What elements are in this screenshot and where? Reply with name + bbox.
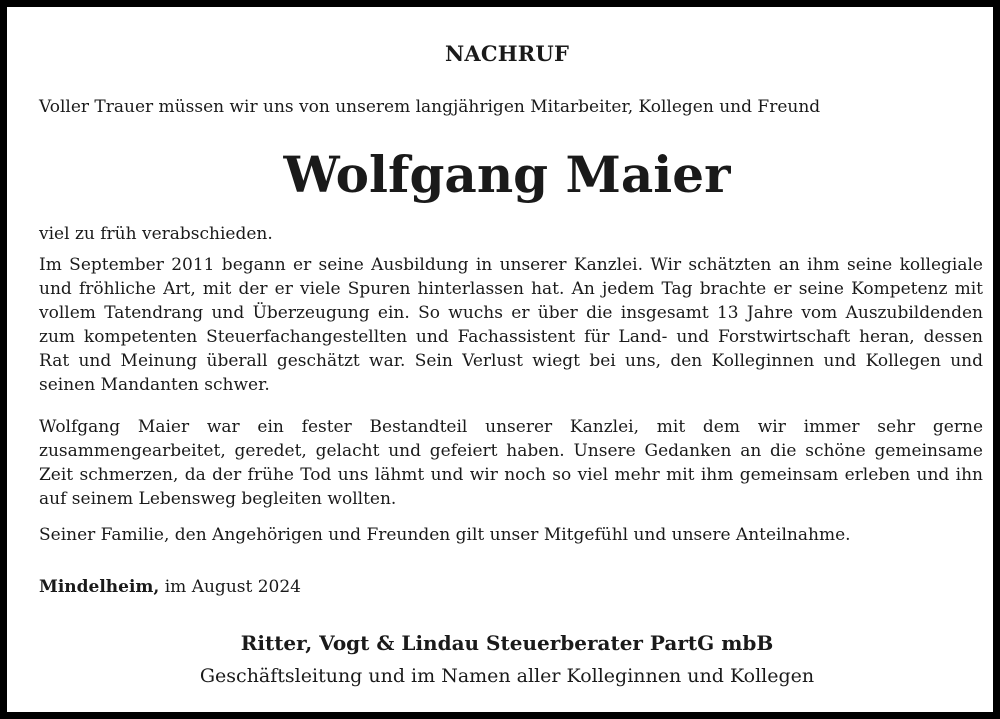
place-date-line — [39, 575, 301, 599]
after-name-text: viel zu früh verabschieden. — [39, 224, 273, 244]
firm-name: Ritter, Vogt & Lindau Steuerberater PartG mbB — [240, 631, 774, 655]
deceased-name: Wolfgang Maier — [283, 145, 731, 204]
date-text: im August 2024 — [164, 577, 301, 597]
paragraph-memories: Wolfgang Maier war ein fester Bestandteil unserer Kanzlei, mit dem wir immer sehr gerne zusammengearbeitet, geredet, gelacht und gefeiert haben. Unsere Gedanken an die schöne gemeinsame Zeit schmerzen, da der frühe Tod uns lähmt und wir noch so viel mehr mit ihm gemeinsam erleben und ihn auf seinem Lebensweg begleiten wollten. — [39, 417, 983, 509]
intro-text: Voller Trauer müssen wir uns von unserem langjährigen Mitarbeiter, Kollegen und Freund — [39, 97, 821, 117]
place-name: Mindelheim, — [39, 577, 160, 597]
paragraph-condolences: Seiner Familie, den Angehörigen und Freunden gilt unser Mitgefühl und unsere Anteilnahme. — [39, 525, 851, 545]
paragraph-career: Im September 2011 begann er seine Ausbildung in unserer Kanzlei. Wir schätzten an ihm seine kollegiale und fröhliche Art, mit der er viele Spuren hinterlassen hat. An jedem Tag brachte er seine Kompetenz mit vollem Tatendrang und Überzeugung ein. So wuchs er über die insgesamt 13 Jahre vom Auszubildenden zum kompetenten Steuerfachangestellten und Fachassistent für Land- und Forstwirtschaft heran, dessen Rat und Meinung überall geschätzt war. Sein Verlust wiegt bei uns, den Kolleginnen und Kollegen und seinen Mandanten schwer. — [39, 255, 983, 395]
notice-heading: NACHRUF — [444, 41, 570, 66]
firm-subline: Geschäftsleitung und im Namen aller Kolleginnen und Kollegen — [199, 665, 815, 687]
